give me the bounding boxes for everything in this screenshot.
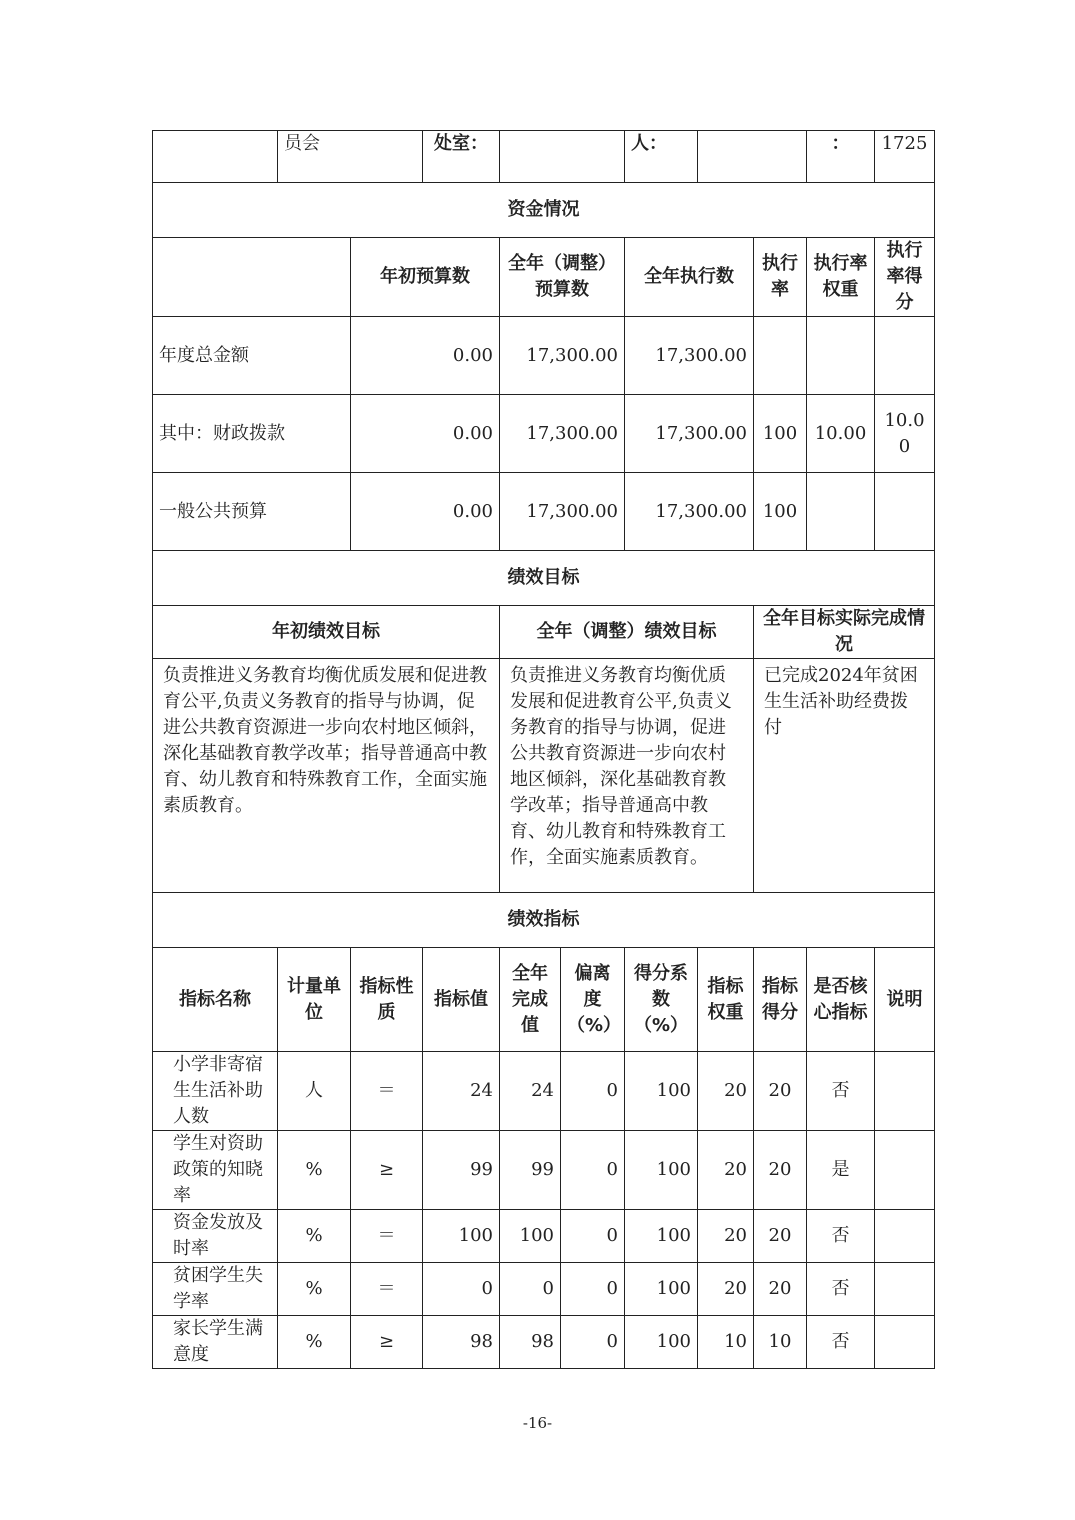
funds-row-rate: 100	[754, 473, 807, 551]
funds-row-adjusted: 17,300.00	[500, 395, 625, 473]
ind-score: 20	[754, 1210, 807, 1263]
ind-header-done: 全年完成值	[500, 948, 561, 1052]
ind-deviation: 0	[561, 1263, 625, 1316]
funds-row-executed: 17,300.00	[625, 395, 754, 473]
ind-core: 是	[807, 1131, 875, 1210]
indicator-row	[153, 1131, 935, 1210]
goals-section-title: 绩效目标	[153, 551, 935, 606]
funds-row-weight: 10.00	[807, 395, 875, 473]
performance-table	[152, 130, 935, 1369]
ind-done: 0	[500, 1263, 561, 1316]
ind-name: 家长学生满意度	[153, 1316, 278, 1369]
ind-done: 99	[500, 1131, 561, 1210]
funds-row-rate	[754, 317, 807, 395]
funds-row-rate: 100	[754, 395, 807, 473]
ind-note	[875, 1316, 935, 1369]
ind-header-name: 指标名称	[153, 948, 278, 1052]
top-cell-phone-label: ：	[807, 131, 875, 183]
ind-header-coefficient: 得分系数（%）	[625, 948, 698, 1052]
funds-row-initial: 0.00	[351, 473, 500, 551]
funds-row-initial: 0.00	[351, 395, 500, 473]
ind-score: 20	[754, 1052, 807, 1131]
funds-row-name: 其中：财政拨款	[153, 395, 351, 473]
top-cell-unit: 员会	[278, 131, 423, 183]
goals-header-row	[153, 606, 935, 659]
ind-name: 学生对资助政策的知晓率	[153, 1131, 278, 1210]
ind-core: 否	[807, 1210, 875, 1263]
top-info-row	[153, 131, 935, 183]
ind-score: 20	[754, 1131, 807, 1210]
funds-row-score: 10.00	[875, 395, 935, 473]
top-cell-office-value	[500, 131, 625, 183]
ind-done: 100	[500, 1210, 561, 1263]
goals-actual-text: 已完成2024年贫困生生活补助经费拨付	[754, 659, 935, 893]
ind-value: 98	[423, 1316, 500, 1369]
ind-name: 贫困学生失学率	[153, 1263, 278, 1316]
funds-row-name: 一般公共预算	[153, 473, 351, 551]
funds-row-adjusted: 17,300.00	[500, 473, 625, 551]
funds-header-weight: 执行率权重	[807, 238, 875, 317]
ind-unit: 人	[278, 1052, 351, 1131]
funds-row-name: 年度总金额	[153, 317, 351, 395]
ind-note	[875, 1263, 935, 1316]
funds-header-row	[153, 238, 935, 317]
funds-row-weight	[807, 473, 875, 551]
goals-initial-text: 负责推进义务教育均衡优质发展和促进教育公平,负责义务教育的指导与协调，促进公共教育资源进一步向农村地区倾斜，深化基础教育教学改革；指导普通高中教育、幼儿教育和特殊教育工作，全面实施素质教育。	[153, 659, 500, 893]
ind-value: 0	[423, 1263, 500, 1316]
ind-nature: ＝	[351, 1210, 423, 1263]
funds-header-score: 执行率得分	[875, 238, 935, 317]
ind-weight: 20	[698, 1210, 754, 1263]
ind-value: 99	[423, 1131, 500, 1210]
ind-weight: 10	[698, 1316, 754, 1369]
ind-nature: ≥	[351, 1316, 423, 1369]
ind-deviation: 0	[561, 1052, 625, 1131]
ind-coefficient: 100	[625, 1052, 698, 1131]
funds-row-adjusted: 17,300.00	[500, 317, 625, 395]
ind-core: 否	[807, 1263, 875, 1316]
ind-note	[875, 1131, 935, 1210]
ind-unit: %	[278, 1210, 351, 1263]
funds-row-executed: 17,300.00	[625, 317, 754, 395]
indicators-section-title: 绩效指标	[153, 893, 935, 948]
ind-unit: %	[278, 1316, 351, 1369]
funds-row-score	[875, 473, 935, 551]
ind-header-nature: 指标性质	[351, 948, 423, 1052]
ind-coefficient: 100	[625, 1316, 698, 1369]
funds-header-initial: 年初预算数	[351, 238, 500, 317]
ind-weight: 20	[698, 1131, 754, 1210]
funds-row-initial: 0.00	[351, 317, 500, 395]
ind-deviation: 0	[561, 1210, 625, 1263]
goals-header-actual: 全年目标实际完成情况	[754, 606, 935, 659]
indicator-row	[153, 1052, 935, 1131]
goals-adjusted-text: 负责推进义务教育均衡优质发展和促进教育公平,负责义务教育的指导与协调，促进公共教育资源进一步向农村地区倾斜，深化基础教育教学改革；指导普通高中教育、幼儿教育和特殊教育工作，全面实施素质教育。	[500, 659, 754, 893]
funds-section-title: 资金情况	[153, 183, 935, 238]
top-cell-person-label: 人：	[625, 131, 698, 183]
funds-header-blank	[153, 238, 351, 317]
ind-header-score: 指标得分	[754, 948, 807, 1052]
top-cell-person-value	[698, 131, 807, 183]
ind-header-unit: 计量单位	[278, 948, 351, 1052]
ind-value: 24	[423, 1052, 500, 1131]
ind-header-note: 说明	[875, 948, 935, 1052]
ind-weight: 20	[698, 1263, 754, 1316]
top-cell-0	[153, 131, 278, 183]
ind-value: 100	[423, 1210, 500, 1263]
ind-deviation: 0	[561, 1316, 625, 1369]
ind-header-deviation: 偏离度（%）	[561, 948, 625, 1052]
ind-core: 否	[807, 1316, 875, 1369]
funds-row	[153, 317, 935, 395]
ind-coefficient: 100	[625, 1210, 698, 1263]
ind-header-weight: 指标权重	[698, 948, 754, 1052]
goals-content-row	[153, 659, 935, 893]
funds-header-adjusted: 全年（调整）预算数	[500, 238, 625, 317]
indicator-row	[153, 1263, 935, 1316]
ind-header-value: 指标值	[423, 948, 500, 1052]
ind-nature: ＝	[351, 1263, 423, 1316]
ind-done: 24	[500, 1052, 561, 1131]
page-number: -16-	[522, 1414, 553, 1432]
ind-deviation: 0	[561, 1131, 625, 1210]
goals-header-adjusted: 全年（调整）绩效目标	[500, 606, 754, 659]
top-cell-phone-value: 1725	[875, 131, 935, 183]
ind-unit: %	[278, 1263, 351, 1316]
funds-row-weight	[807, 317, 875, 395]
ind-coefficient: 100	[625, 1131, 698, 1210]
ind-name: 资金发放及时率	[153, 1210, 278, 1263]
ind-coefficient: 100	[625, 1263, 698, 1316]
ind-core: 否	[807, 1052, 875, 1131]
ind-nature: ＝	[351, 1052, 423, 1131]
funds-row-executed: 17,300.00	[625, 473, 754, 551]
ind-name: 小学非寄宿生生活补助人数	[153, 1052, 278, 1131]
top-cell-office-label: 处室：	[423, 131, 500, 183]
ind-note	[875, 1052, 935, 1131]
funds-row	[153, 473, 935, 551]
funds-row-score	[875, 317, 935, 395]
ind-score: 20	[754, 1263, 807, 1316]
indicators-header-row	[153, 948, 935, 1052]
ind-done: 98	[500, 1316, 561, 1369]
funds-row	[153, 395, 935, 473]
ind-note	[875, 1210, 935, 1263]
ind-header-core: 是否核心指标	[807, 948, 875, 1052]
ind-weight: 20	[698, 1052, 754, 1131]
ind-unit: %	[278, 1131, 351, 1210]
funds-header-rate: 执行率	[754, 238, 807, 317]
ind-nature: ≥	[351, 1131, 423, 1210]
ind-score: 10	[754, 1316, 807, 1369]
indicator-row	[153, 1316, 935, 1369]
indicator-row	[153, 1210, 935, 1263]
goals-header-initial: 年初绩效目标	[153, 606, 500, 659]
funds-header-executed: 全年执行数	[625, 238, 754, 317]
